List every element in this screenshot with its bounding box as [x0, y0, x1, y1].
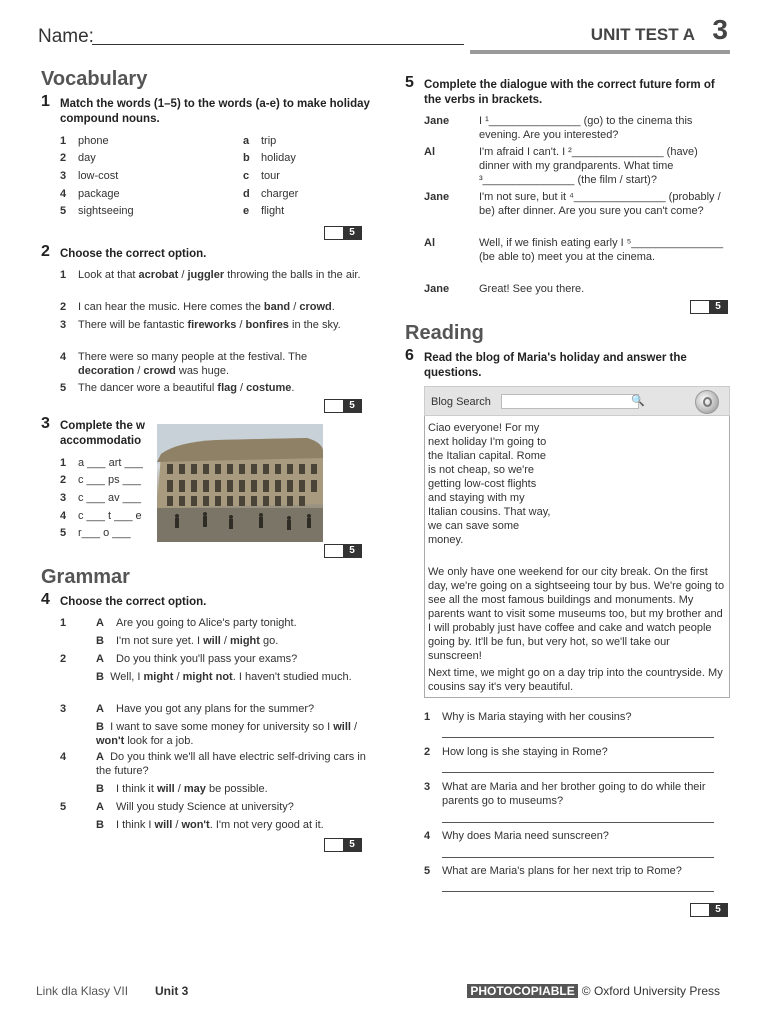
score-box[interactable]: 5	[324, 399, 362, 413]
list-item: 2 I can hear the music. Here comes the band / crowd.	[60, 301, 335, 313]
option-word[interactable]: flag	[217, 382, 237, 394]
option-word[interactable]: bonfires	[245, 319, 289, 331]
blog-search-input[interactable]	[501, 394, 639, 409]
exercise-number: 1	[41, 93, 50, 110]
option-word[interactable]: will	[333, 721, 351, 733]
section-title-grammar: Grammar	[41, 566, 130, 588]
blog-search-label: Blog Search	[431, 396, 491, 408]
unit-test-label: UNIT TEST A	[590, 25, 695, 44]
exercise-instruction: Complete the w	[60, 420, 145, 432]
option-word[interactable]: might	[229, 635, 260, 647]
exercise-4-heading	[41, 591, 371, 610]
grammar-item: 5 A Will you study Science at university? B I think I will / won't. I'm not very good at it.	[60, 801, 324, 831]
exercise-number: 6	[405, 347, 414, 364]
option-word[interactable]: acrobat	[138, 269, 179, 281]
score-box[interactable]: 5	[324, 544, 362, 558]
score-box[interactable]: 5	[324, 838, 362, 852]
answer-line[interactable]	[442, 822, 714, 823]
option-word[interactable]: will	[156, 783, 175, 795]
question-item: 2 How long is she staying in Rome?	[424, 746, 608, 758]
option-word[interactable]: won't	[96, 735, 125, 747]
dialogue-line: Jane Great! See you there.	[424, 283, 585, 295]
exercise-instruction: Choose the correct option.	[60, 248, 207, 260]
colosseum-illustration	[157, 424, 323, 542]
publisher: © Oxford University Press	[581, 984, 720, 998]
option-word[interactable]: might not	[182, 671, 233, 683]
search-icon[interactable]: 🔍	[631, 395, 645, 407]
section-title-vocabulary: Vocabulary	[41, 68, 148, 90]
exercise-3-heading	[41, 415, 171, 449]
option-word[interactable]: fireworks	[187, 319, 237, 331]
exercise-number: 5	[405, 74, 414, 91]
answer-line[interactable]	[442, 891, 714, 892]
question-item: 4 Why does Maria need sunscreen?	[424, 830, 609, 842]
list-item: 3 There will be fantastic fireworks / bonfires in the sky.	[60, 319, 341, 331]
grammar-item: 1 A Are you going to Alice's party tonight. B I'm not sure yet. I will / might go.	[60, 617, 297, 647]
header-bar	[470, 50, 730, 54]
grammar-item: 4 A Do you think we'll all have electric self-driving cars in the future? B I think it will / may be possible.	[60, 751, 366, 795]
exercise-2-heading	[41, 243, 371, 262]
exercise-1-heading	[41, 93, 371, 127]
footer-unit: Unit 3	[155, 984, 189, 998]
question-item: 1 Why is Maria staying with her cousins?	[424, 711, 632, 723]
exercise-instruction: Choose the correct option.	[60, 596, 207, 608]
question-item: 3 What are Maria and her brother going to do while their parents go to museums?	[424, 781, 706, 807]
option-word[interactable]: juggler	[187, 269, 225, 281]
exercise-number: 4	[41, 591, 50, 608]
question-item: 5 What are Maria's plans for her next trip to Rome?	[424, 865, 682, 877]
option-word[interactable]: crowd	[299, 301, 332, 313]
option-word[interactable]: may	[183, 783, 206, 795]
exercise-instruction: Read the blog of Maria's holiday and answer the questions.	[424, 352, 687, 379]
option-word[interactable]: decoration	[78, 365, 135, 377]
footer-copyright	[467, 984, 720, 998]
dialogue-line: Al Well, if we finish eating early I ⁵_______________ (be able to) meet you at the cinema.	[424, 237, 724, 263]
blog-paragraph: We only have one weekend for our city break. On the first day, we're going on a sightseeing tour by bus. We're going to see all the most famous buildings and monuments. My parents want to visit some museums too, but my brother and I will probably just have coffee and cake and watch people going by. It'll be fun, but very hot, so we'll take our sunscreen!	[428, 566, 725, 662]
exercise-number: 2	[41, 243, 50, 260]
answer-line[interactable]	[442, 737, 714, 738]
list-item: 5 The dancer wore a beautiful flag / costume.	[60, 382, 295, 394]
option-word[interactable]: will	[203, 635, 221, 647]
dialogue-line: Jane I ¹_______________ (go) to the cinema this evening. Are you interested?	[424, 115, 693, 141]
blog-logo-icon	[695, 390, 719, 414]
exercise-number: 3	[41, 415, 50, 432]
list-item: 1 Look at that acrobat / juggler throwing the balls in the air.	[60, 269, 361, 281]
score-box[interactable]: 5	[690, 300, 728, 314]
option-word[interactable]: crowd	[143, 365, 176, 377]
option-word[interactable]: costume	[246, 382, 292, 394]
unit-number: 3	[712, 14, 728, 45]
grammar-item: 2 A Do you think you'll pass your exams? B Well, I might / might not. I haven't studied much.	[60, 653, 352, 683]
option-word[interactable]: might	[143, 671, 174, 683]
option-word[interactable]: will	[154, 819, 173, 831]
grammar-item: 3 A Have you got any plans for the summer? B I want to save some money for university so I will / won't look for a job.	[60, 703, 358, 747]
exercise-instruction: accommodatio	[60, 435, 142, 447]
dialogue-line: Al I'm afraid I can't. I ²_______________ (have) dinner with my grandparents. What time ³_______________ (the film / start)?	[424, 146, 698, 186]
footer-course: Link dla Klasy VII	[36, 984, 129, 998]
exercise-5-heading	[405, 74, 715, 108]
answer-line[interactable]	[442, 857, 714, 858]
colosseum-photo	[157, 424, 323, 542]
blog-search-bar	[424, 386, 730, 416]
option-word[interactable]: band	[263, 301, 291, 313]
blog-paragraph: Ciao everyone! For my next holiday I'm going to the Italian capital. Rome is not cheap, so we're getting low-cost flights and staying with my Italian cousins. That way, we can save some money.	[428, 422, 551, 546]
photocopiable-badge: PHOTOCOPIABLE	[467, 984, 577, 998]
answer-line[interactable]	[442, 772, 714, 773]
name-line	[92, 44, 464, 45]
score-box[interactable]: 5	[690, 903, 728, 917]
exercise-instruction: Complete the dialogue with the correct future form of the verbs in brackets.	[424, 79, 715, 106]
dialogue-line: Jane I'm not sure, but it ⁴_______________ (probably / be) after dinner. Are you sure you can't come?	[424, 191, 721, 217]
blog-paragraph: Next time, we might go on a day trip into the countryside. My cousins say it's very beautiful.	[428, 667, 723, 693]
option-word[interactable]: won't	[181, 819, 210, 831]
score-box[interactable]: 5	[324, 226, 362, 240]
list-item: 4 There were so many people at the festival. The decoration / crowd was huge.	[60, 351, 308, 377]
name-label: Name:	[38, 26, 94, 47]
exercise-instruction: Match the words (1–5) to the words (a-e) to make holiday compound nouns.	[60, 98, 370, 125]
exercise-6-heading	[405, 347, 725, 381]
section-title-reading: Reading	[405, 322, 484, 344]
